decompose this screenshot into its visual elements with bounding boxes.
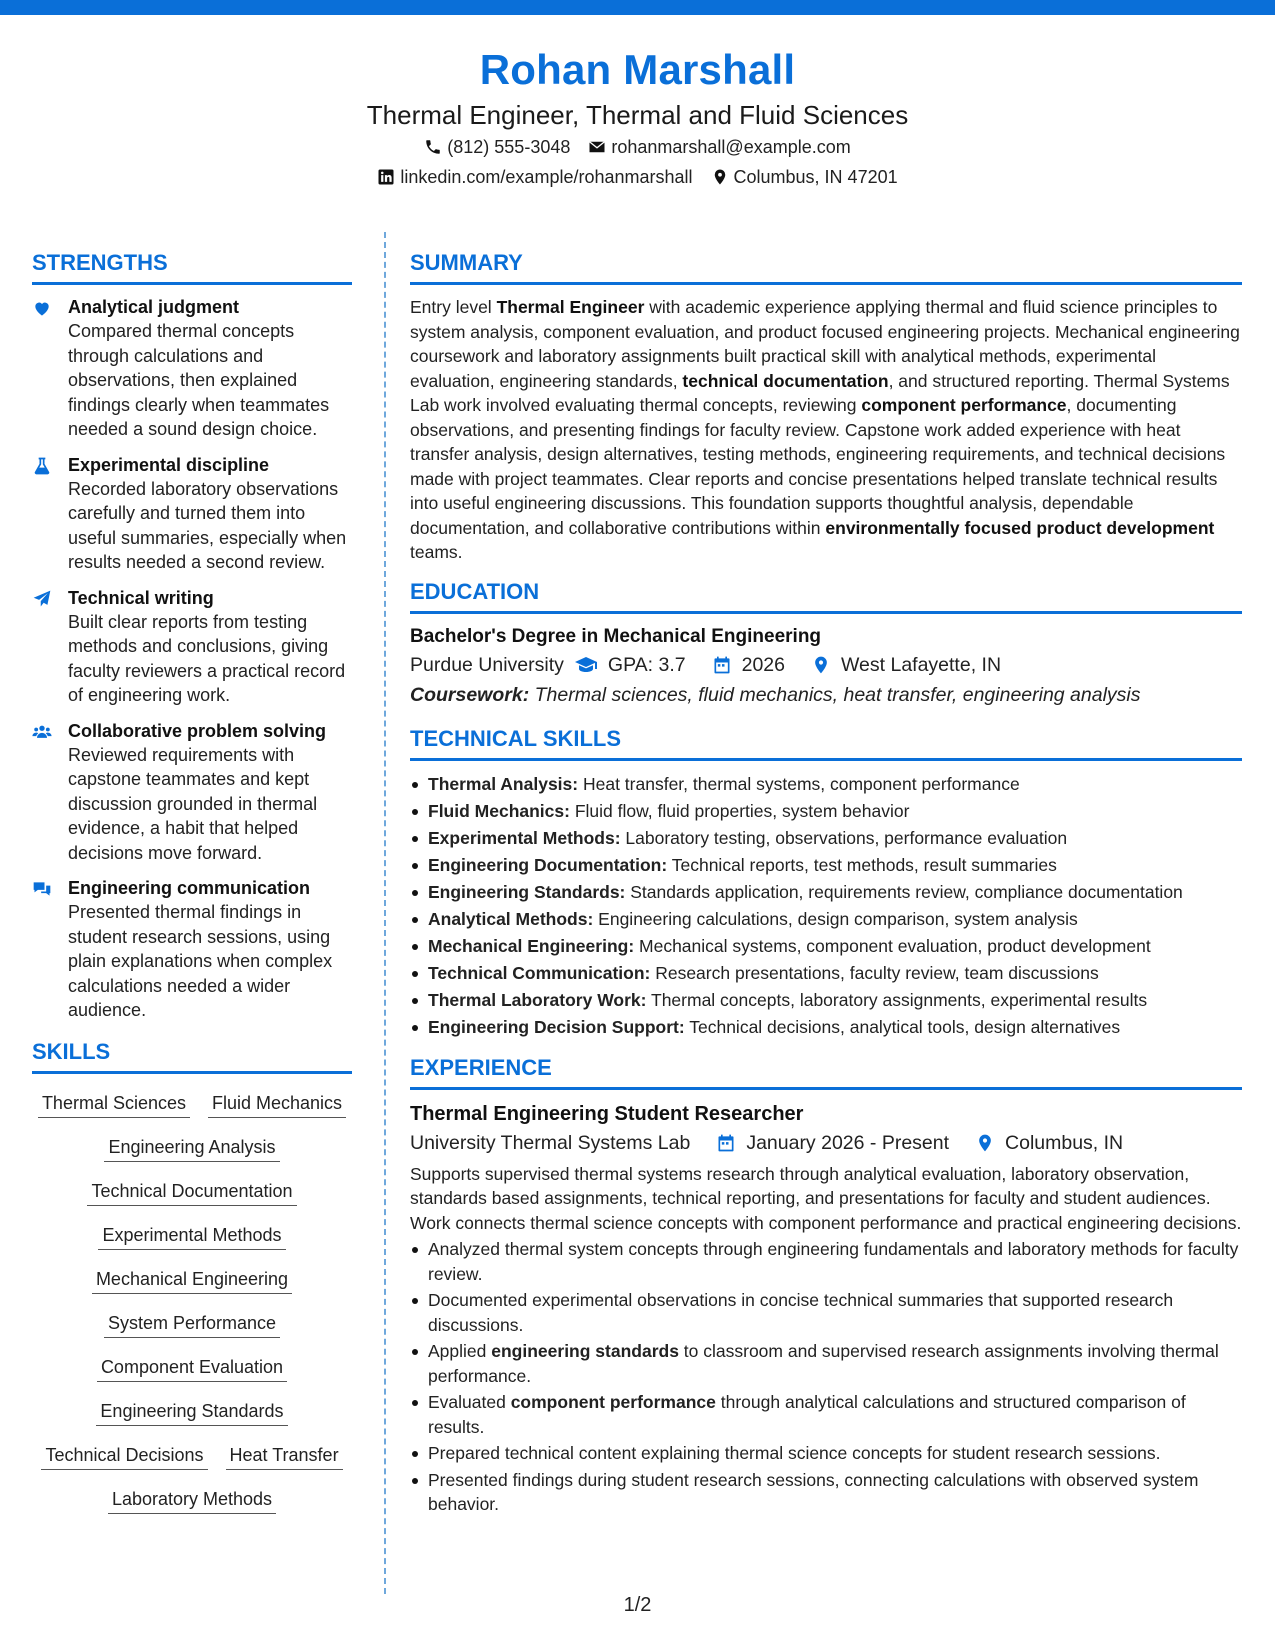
technical-skill-value: Engineering calculations, design comparison, system analysis [593,908,1078,929]
candidate-name: Rohan Marshall [479,46,796,93]
phone-text: (812) 555-3048 [447,137,571,157]
technical-skill-item [410,987,1242,1014]
technical-skill-label: Thermal Analysis: [428,773,579,794]
skill-tag: Engineering Standards [96,1398,287,1426]
email-contact[interactable] [588,132,850,162]
experience-bullet-fragment: Documented experimental observations in concise technical summaries that supported research discussions. [428,1290,1174,1335]
job-title: Thermal Engineering Student Researcher [410,1102,804,1125]
calendar-icon [712,655,732,675]
strength-body [68,453,352,575]
strength-icon-wrap [32,586,54,708]
experience-bullet [410,1468,1242,1517]
experience-bullet [410,1288,1242,1337]
location-text: Columbus, IN 47201 [733,167,898,187]
strength-icon-wrap [32,295,54,442]
email-text: rohanmarshall@example.com [611,137,851,157]
technical-skill-label: Analytical Methods: [428,908,594,929]
summary-text [410,295,1242,565]
technical-skill-item [410,1014,1242,1041]
strength-desc: Reviewed requirements with capstone teammates and kept discussion grounded in thermal evidence, a habit that helped decisions move forward. [68,744,318,863]
technical-skill-value: Research presentations, faculty review, team discussions [650,962,1099,983]
skill-row [32,1310,352,1338]
skill-tag: System Performance [104,1310,280,1338]
contact-row-1 [0,132,1275,162]
technical-skills-list [410,771,1242,1041]
technical-skill-value: Standards application, requirements review, compliance documentation [625,881,1183,902]
experience-bullets [410,1237,1242,1517]
technical-skill-label: Engineering Standards: [428,881,626,902]
technical-skill-value: Fluid flow, fluid properties, system behavior [569,800,910,821]
experience-bullet-fragment: Prepared technical content explaining thermal science concepts for student research sessions. [428,1443,1161,1463]
education-section [410,577,1242,710]
skill-tag: Technical Documentation [87,1178,296,1206]
map-marker-icon [711,168,729,186]
skill-row [32,1486,352,1514]
linkedin-icon [377,168,395,186]
company-name: University Thermal Systems Lab [410,1131,691,1154]
skill-tag: Engineering Analysis [104,1134,279,1162]
graduation-year: 2026 [741,653,785,676]
technical-skill-value: Heat transfer, thermal systems, component performance [578,773,1020,794]
strength-body [68,586,352,708]
coursework [410,680,1242,710]
experience-bullet-fragment: through analytical calculations and structured comparison of results. [428,1392,1186,1437]
strength-title: Engineering communication [68,878,311,898]
school-name: Purdue University [410,653,564,676]
experience-section [410,1053,1242,1517]
experience-bullet-fragment: Evaluated [428,1392,511,1412]
strength-item [32,453,352,575]
experience-bullet-fragment: component performance [510,1392,716,1412]
job-meta [410,1128,1242,1158]
coursework-list: Thermal sciences, fluid mechanics, heat transfer, engineering analysis [529,683,1141,706]
coursework-label: Coursework: [410,683,530,706]
summary-fragment: , and structured reporting. Thermal Systems Lab work involved evaluating thermal concepts, reviewing [410,370,1230,415]
strength-desc: Compared thermal concepts through calculations and observations, then explained findings clearly when teammates needed a sound design choice. [68,321,330,439]
skill-row [32,1442,352,1470]
degree-title: Bachelor's Degree in Mechanical Engineering [410,625,822,647]
skill-row [32,1354,352,1382]
heart-icon [32,298,52,318]
map-marker-icon [811,655,831,675]
technical-skill-value: Technical reports, test methods, result summaries [667,854,1057,875]
technical-skill-value: Laboratory testing, observations, performance evaluation [620,827,1068,848]
job-location: Columbus, IN [1005,1131,1124,1154]
strength-item [32,719,352,866]
skill-row [32,1266,352,1294]
strength-item [32,586,352,708]
technical-skill-value: Technical decisions, analytical tools, design alternatives [684,1016,1121,1037]
candidate-headline: Thermal Engineer, Thermal and Fluid Sciences [366,100,909,130]
skill-tag: Experimental Methods [98,1222,285,1250]
strength-icon-wrap [32,876,54,1023]
strength-body [68,719,352,866]
school-location: West Lafayette, IN [840,653,1002,676]
technical-skill-label: Thermal Laboratory Work: [428,989,647,1010]
technical-skill-item [410,960,1242,987]
technical-skills-heading: TECHNICAL SKILLS [410,724,1242,761]
skill-row [32,1222,352,1250]
strength-desc: Built clear reports from testing methods and conclusions, giving faculty reviewers a practical record of engineering work. [68,611,346,705]
strength-item [32,295,352,442]
summary-fragment: Thermal Engineer [496,297,645,317]
strength-icon-wrap [32,453,54,575]
phone-contact[interactable] [424,132,570,162]
strength-desc: Presented thermal findings in student research sessions, using plain explanations when complex calculations needed a wider audience. [68,902,333,1020]
map-marker-icon [975,1133,995,1153]
skill-row [32,1178,352,1206]
summary-fragment: environmentally focused product development [825,517,1215,538]
summary-fragment: technical documentation [682,370,889,391]
education-meta [410,650,1242,680]
strength-title: Analytical judgment [68,297,240,317]
linkedin-contact[interactable] [377,162,692,192]
strength-desc: Recorded laboratory observations carefully and turned them into useful summaries, especially when results needed a second review. [68,478,347,572]
technical-skill-label: Engineering Documentation: [428,854,668,875]
strengths-section [32,248,352,1023]
skill-row [32,1398,352,1426]
strength-icon-wrap [32,719,54,866]
summary-fragment: , documenting observations, and presenting findings for faculty review. Capstone work added experience with heat transfer analysis, design alternatives, testing methods, engineering requirements, and technical decisions made with project teammates. Clear reports and concise presentations helped translate technical results into useful engineering discussions. This foundation supports thoughtful analysis, dependable documentation, and collaborative contributions within [410,395,1226,538]
page-number: 1/2 [623,1594,652,1616]
summary-fragment: component performance [861,395,1067,415]
contact-row-2 [0,162,1275,192]
calendar-icon [716,1133,736,1153]
technical-skill-item [410,933,1242,960]
experience-bullet [410,1339,1242,1388]
summary-fragment: with academic experience applying thermal and fluid science principles to system analysis, component evaluation, and product focused engineering projects. Mechanical engineering coursework and laboratory assignments built practical skill with analytical methods, experimental evaluation, engineering standards, [410,297,1240,391]
summary-heading: SUMMARY [410,248,1242,285]
skill-tag: Mechanical Engineering [92,1266,292,1294]
left-column [32,248,352,1530]
job-description: Supports supervised thermal systems research through analytical evaluation, laboratory observation, standards based assignments, technical reporting, and presentations for faculty and student audiences. Work connects thermal science concepts with component performance and practical engineering decisions. [410,1163,1242,1233]
summary-fragment: teams. [410,542,463,562]
technical-skill-label: Fluid Mechanics: [428,800,570,821]
skill-tag: Fluid Mechanics [208,1090,346,1118]
technical-skill-label: Experimental Methods: [428,827,621,848]
skill-tag: Heat Transfer [226,1442,343,1470]
skills-heading: SKILLS [32,1037,352,1074]
summary-fragment: Entry level [410,297,497,317]
skill-tag: Component Evaluation [97,1354,287,1382]
phone-icon [424,138,442,156]
top-accent-bar [0,0,1275,15]
technical-skill-item [410,771,1242,798]
experience-heading: EXPERIENCE [410,1053,1242,1090]
linkedin-text: linkedin.com/example/rohanmarshall [400,167,693,187]
envelope-icon [588,138,606,156]
technical-skill-item [410,798,1242,825]
summary-section [410,248,1242,565]
technical-skill-item [410,906,1242,933]
skill-tag: Laboratory Methods [108,1486,276,1514]
job-dates: January 2026 - Present [746,1131,950,1154]
technical-skill-label: Mechanical Engineering: [428,935,635,956]
experience-bullet-fragment: to classroom and supervised research assignments involving thermal performance. [428,1341,1219,1386]
technical-skills-section [410,724,1242,1041]
paper-plane-icon [32,589,52,609]
technical-skill-item [410,879,1242,906]
strengths-list [32,295,352,1023]
graduation-cap-icon [574,653,598,677]
skill-row [32,1090,352,1118]
right-column [410,248,1242,1519]
skill-tag: Technical Decisions [41,1442,207,1470]
skills-list [32,1090,352,1514]
comments-icon [32,879,52,899]
experience-bullet [410,1390,1242,1439]
experience-bullet-fragment: engineering standards [491,1341,679,1361]
strength-body [68,876,352,1023]
skill-row [32,1134,352,1162]
strengths-heading: STRENGTHS [32,248,352,285]
technical-skill-item [410,825,1242,852]
column-divider [384,232,386,1594]
users-icon [32,722,52,742]
technical-skill-label: Technical Communication: [428,962,651,983]
technical-skill-value: Thermal concepts, laboratory assignments, experimental results [646,989,1148,1010]
flask-icon [32,456,52,476]
technical-skill-value: Mechanical systems, component evaluation, product development [634,935,1151,956]
experience-bullet [410,1441,1242,1466]
location-contact [711,162,898,192]
technical-skill-item [410,852,1242,879]
strength-item [32,876,352,1023]
experience-bullet-fragment: Applied [428,1341,492,1361]
skills-section [32,1037,352,1514]
strength-title: Collaborative problem solving [68,720,327,741]
experience-bullet-fragment: Analyzed thermal system concepts through engineering fundamentals and laboratory methods for faculty review. [428,1239,1239,1284]
strength-body [68,295,352,442]
strength-title: Technical writing [68,587,214,608]
technical-skill-label: Engineering Decision Support: [428,1016,685,1037]
skill-tag: Thermal Sciences [38,1090,190,1118]
experience-bullet-fragment: Presented findings during student research sessions, connecting calculations with observed system behavior. [428,1469,1199,1514]
experience-bullet [410,1237,1242,1286]
education-heading: EDUCATION [410,577,1242,614]
gpa-value: GPA: 3.7 [607,653,686,676]
resume-header [0,44,1275,192]
strength-title: Experimental discipline [68,454,270,475]
